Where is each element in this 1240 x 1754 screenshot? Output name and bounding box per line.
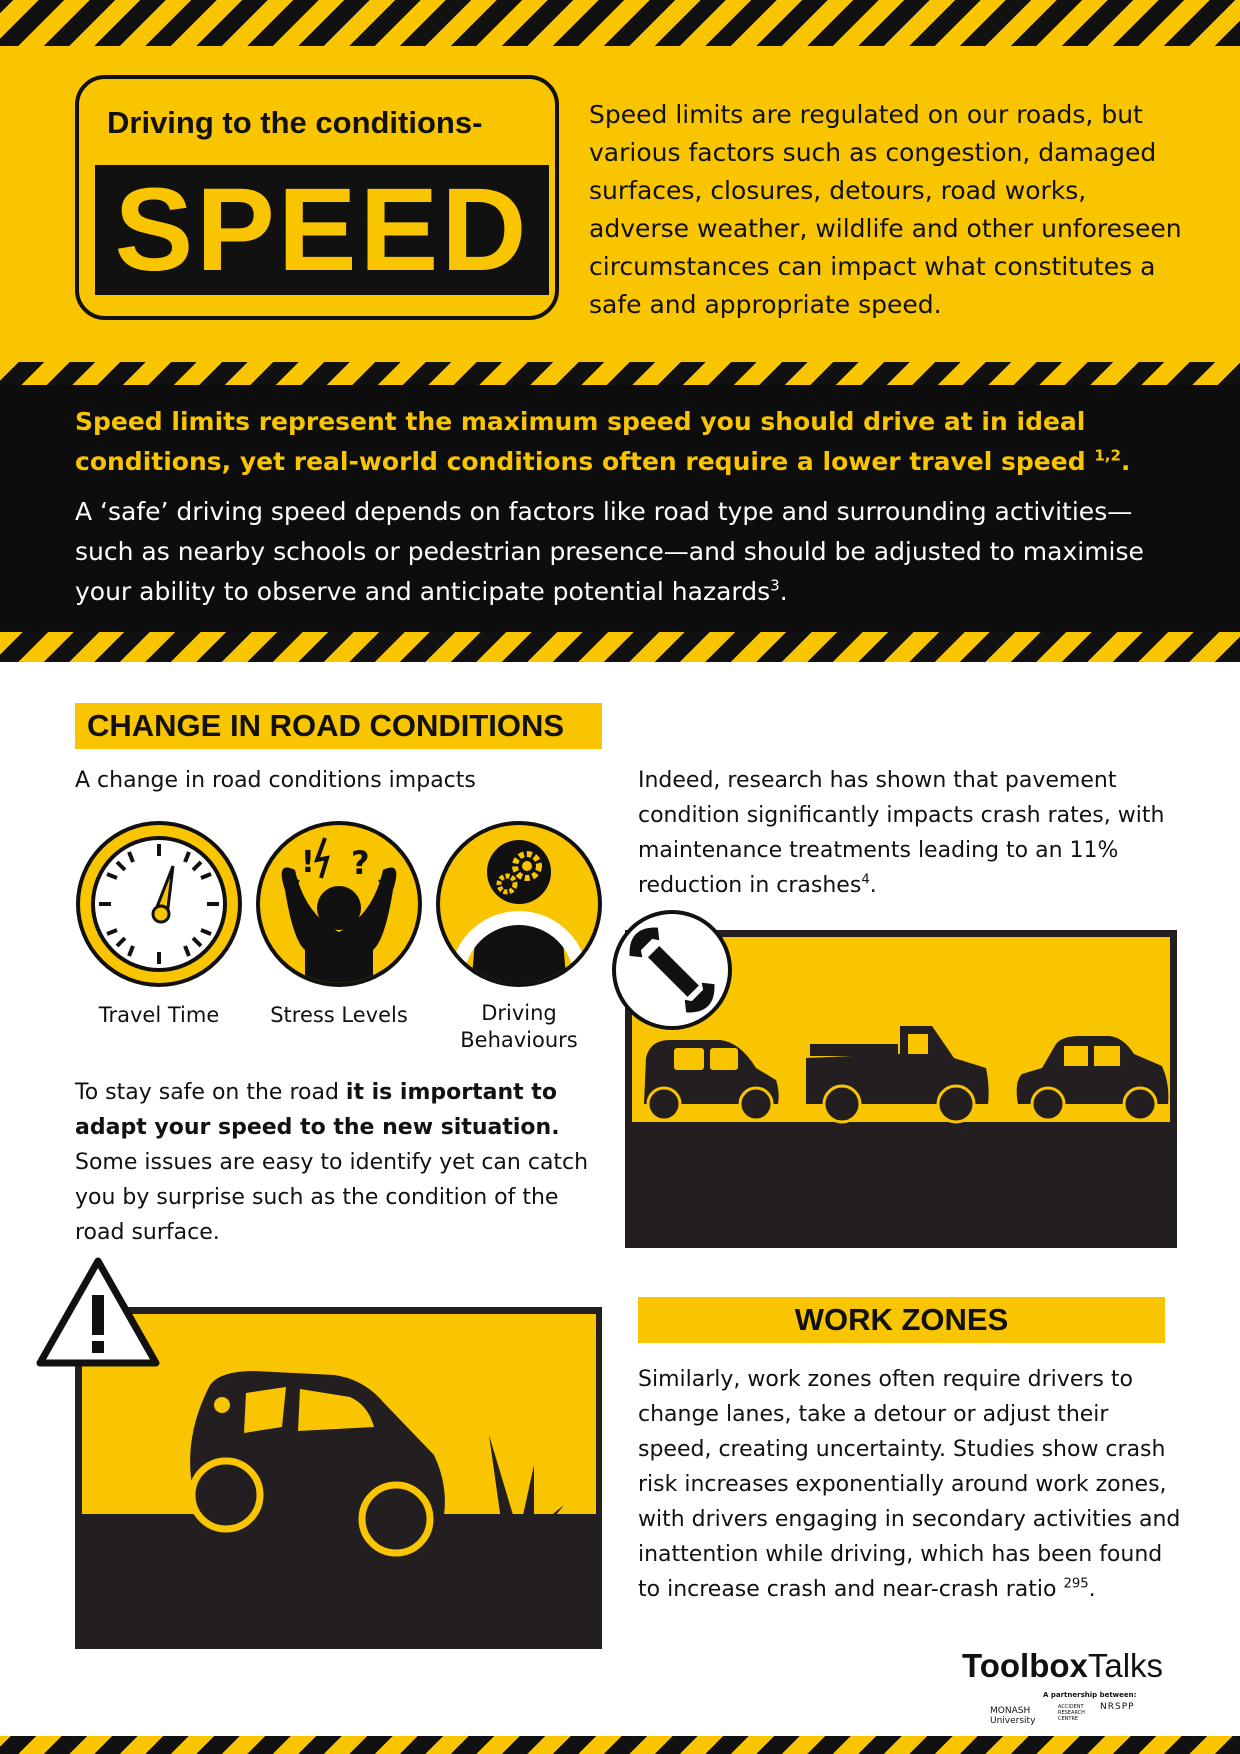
partner-accident-research: ACCIDENT RESEARCH CENTRE [1058, 1704, 1085, 1722]
band-body-ref: 3 [770, 576, 780, 595]
bottom-hazard-stripes [0, 1736, 1240, 1754]
title-big-panel [95, 165, 549, 295]
research-paragraph [638, 763, 1178, 903]
title-badge [75, 75, 559, 320]
svg-text:!: ! [301, 845, 315, 880]
road-conditions-heading [75, 703, 602, 749]
research-end: . [869, 873, 877, 898]
key-message-highlight [75, 402, 1185, 482]
caption-driving-behaviours [430, 1000, 608, 1054]
speedometer-icon [75, 820, 243, 988]
driver-brain-gears-icon [435, 820, 603, 988]
work-zones-paragraph [638, 1362, 1183, 1607]
work-zones-ref: 295 [1063, 1576, 1089, 1592]
wrench-icon [610, 908, 734, 1032]
research-text: Indeed, research has shown that pavement condition significantly impacts crash rates, with maintenance treatments leading to an 11% reduction in crashes [638, 768, 1165, 898]
title-big: SPEED [114, 164, 530, 296]
adapt-post: Some issues are easy to identify yet can catch you by surprise such as the condition of the road surface. [75, 1150, 589, 1245]
highlight-end: . [1120, 447, 1131, 476]
work-zones-heading [638, 1297, 1165, 1343]
intro-paragraph: Speed limits are regulated on our roads, but various factors such as congestion, damaged surfaces, closures, detours, road works, adverse weather, wildlife and other unforeseen circumstances can impact what constitutes a safe and appropriate speed. [589, 100, 1182, 319]
road-conditions-lead: A change in road conditions impacts [75, 768, 476, 793]
adapt-speed-paragraph [75, 1075, 605, 1250]
research-ref: 4 [861, 872, 870, 888]
partner-monash: MONASH University [990, 1706, 1036, 1726]
top-hazard-stripes [0, 0, 1240, 46]
band-bottom-stripes [0, 632, 1240, 662]
adapt-pre: To stay safe on the road [75, 1080, 346, 1105]
svg-text:?: ? [351, 844, 370, 882]
work-zones-end: . [1088, 1577, 1096, 1602]
caption-stress-levels: Stress Levels [270, 1003, 408, 1027]
partnership-label: A partnership between: [1043, 1691, 1137, 1699]
highlight-ref: 1,2 [1094, 446, 1121, 465]
band-body-end: . [779, 577, 788, 606]
caption-driving-line1: Driving [481, 1001, 557, 1025]
caption-travel-time: Travel Time [98, 1003, 220, 1027]
adapt-bold: it is important to adapt your speed to the new situation. [75, 1080, 560, 1140]
work-zones-text: Similarly, work zones often require drivers to change lanes, take a detour or adjust their speed, creating uncertainty. Studies show crash risk increases exponentially around work zones, with drivers engaging in secondary activities and inattention while driving, which has been found to increase crash and near-crash ratio [638, 1367, 1181, 1602]
stressed-person-icon [255, 820, 423, 988]
caption-driving-line2: Behaviours [460, 1028, 578, 1052]
highlight-text: Speed limits represent the maximum speed you should drive at in ideal conditions, yet real-world conditions often require a lower travel speed [75, 407, 1095, 476]
key-message-body [75, 492, 1185, 612]
partner-nrspp: NRSPP [1100, 1702, 1135, 1712]
logo-toolbox: Toolbox [962, 1647, 1088, 1684]
logo-talks: Talks [1087, 1647, 1164, 1684]
warning-triangle-icon [34, 1255, 162, 1371]
title-small: Driving to the conditions- [107, 105, 483, 140]
toolbox-talks-logo [962, 1647, 1163, 1685]
band-body-text: A ‘safe’ driving speed depends on factors like road type and surrounding activities—such as nearby schools or pedestrian presence—and should be adjusted to maximise your ability to observe and anticipate potential hazards [75, 497, 1144, 606]
work-zones-heading-text: WORK ZONES [794, 1302, 1009, 1337]
road-conditions-heading-text: CHANGE IN ROAD CONDITIONS [87, 708, 565, 743]
